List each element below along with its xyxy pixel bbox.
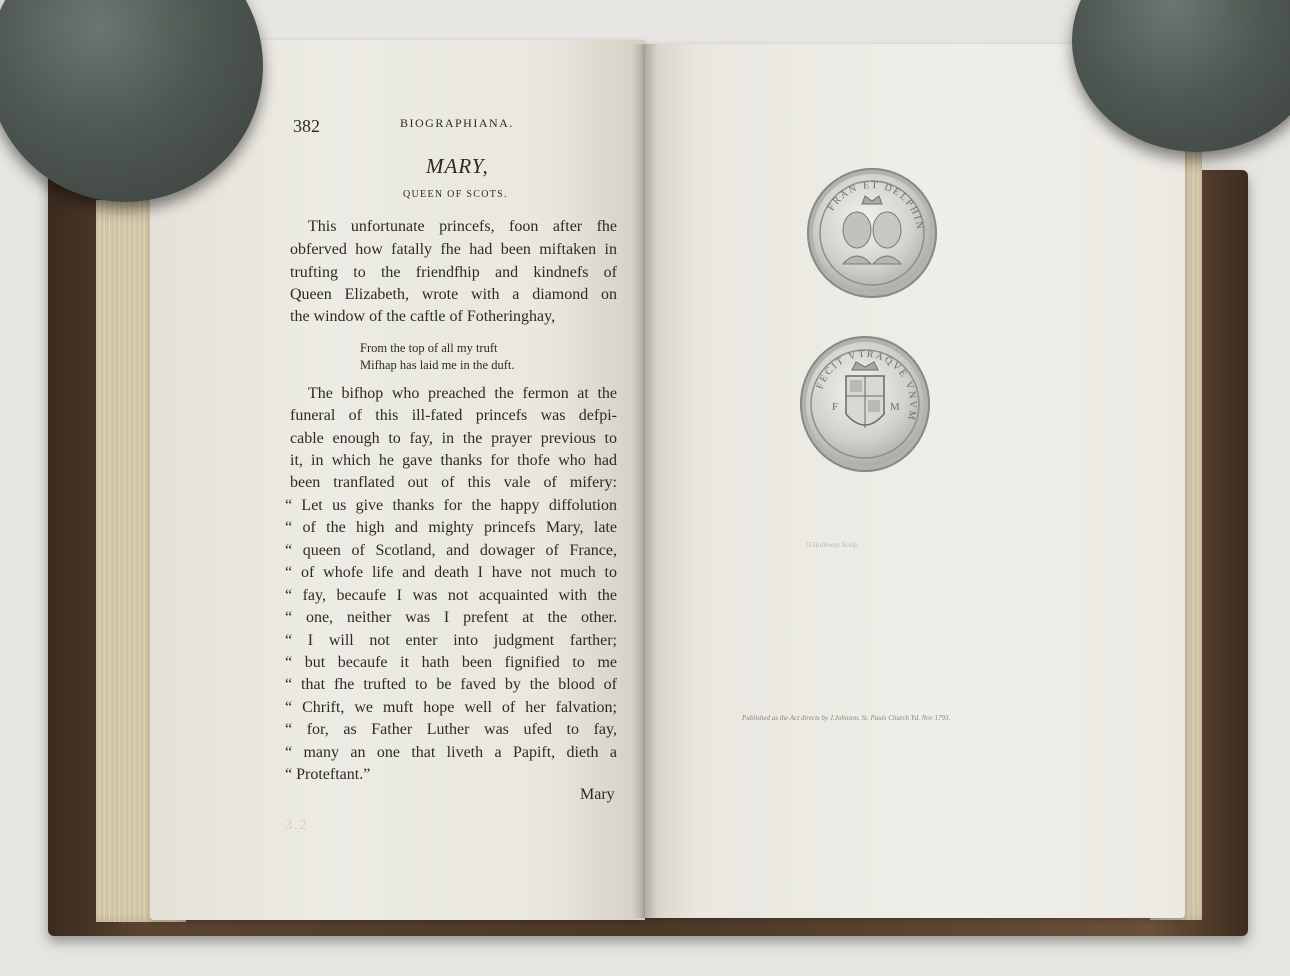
chapter-subtitle: QUEEN OF SCOTS. [403, 189, 508, 200]
verse-line: From the top of all my truft [360, 341, 498, 355]
svg-text:F: F [832, 401, 839, 413]
quotation-line: “ I will not enter into judgment farther; [285, 632, 617, 649]
coin-obverse-drawing [807, 168, 937, 298]
quotation-line: “ Proteftant.” [285, 766, 371, 783]
coin-obverse-legend: FRAN ET DELPHIN [825, 179, 926, 232]
running-head: BIOGRAPHIANA. [400, 116, 514, 130]
paragraph-line: it, in which he gave thanks for thofe who had [290, 452, 617, 469]
quotation-line: “ that fhe trufted to be faved by the blood of [285, 676, 617, 693]
offset-mark: 3.2 [285, 818, 309, 833]
catchword: Mary [580, 786, 615, 803]
quotation-line: “ fay, becaufe I was not acquainted with the [285, 587, 617, 604]
chapter-title: MARY, [426, 154, 489, 178]
paragraph-line: obferved how fatally fhe had been miftaken in [290, 241, 617, 258]
quotation-line: “ Let us give thanks for the happy diffolution [285, 497, 617, 514]
coin-reverse-drawing [800, 336, 930, 472]
paragraph-line: This unfortunate princefs, foon after fhe [308, 218, 617, 235]
coin-reverse-engraving [800, 336, 930, 472]
svg-text:M: M [890, 401, 900, 413]
paragraph-line: trufting to the friendfhip and kindnefs of [290, 264, 617, 281]
book-gutter [632, 44, 658, 918]
quotation-line: “ one, neither was I prefent at the other. [285, 609, 617, 626]
quotation-line: “ of whofe life and death I have not much to [285, 564, 617, 581]
paragraph-line: been tranflated out of this vale of mifery: [290, 474, 617, 491]
quotation-line: “ many an one that liveth a Papift, dieth a [285, 744, 617, 761]
quotation-line: “ queen of Scotland, and dowager of France, [285, 542, 617, 559]
page-number: 382 [293, 116, 320, 136]
paragraph-line: the window of the caftle of Fotheringhay, [290, 308, 556, 325]
coin-obverse-engraving [807, 168, 937, 298]
coin-reverse-legend: FECIT VTRAQVE VNVM [814, 348, 919, 423]
publisher-imprint: Published as the Act directs by J.Johnson, St. Pauls Church Yd. Nov 1793. [742, 714, 951, 722]
paragraph-line: funeral of this ill-fated princefs was defpi- [290, 407, 617, 424]
paragraph-line: cable enough to fay, in the prayer previous to [290, 430, 617, 447]
engraver-credit: G Holloway Sculp. [806, 541, 860, 549]
quotation-line: “ of the high and mighty princefs Mary, late [285, 519, 617, 536]
paragraph-line: The bifhop who preached the fermon at the [308, 385, 617, 402]
verse-line: Mifhap has laid me in the duft. [360, 358, 515, 372]
paragraph-line: Queen Elizabeth, wrote with a diamond on [290, 286, 617, 303]
quotation-line: “ for, as Father Luther was ufed to fay, [285, 721, 617, 738]
quotation-line: “ Chrift, we muft hope well of her falvation; [285, 699, 617, 716]
quotation-line: “ but becaufe it hath been fignified to me [285, 654, 617, 671]
